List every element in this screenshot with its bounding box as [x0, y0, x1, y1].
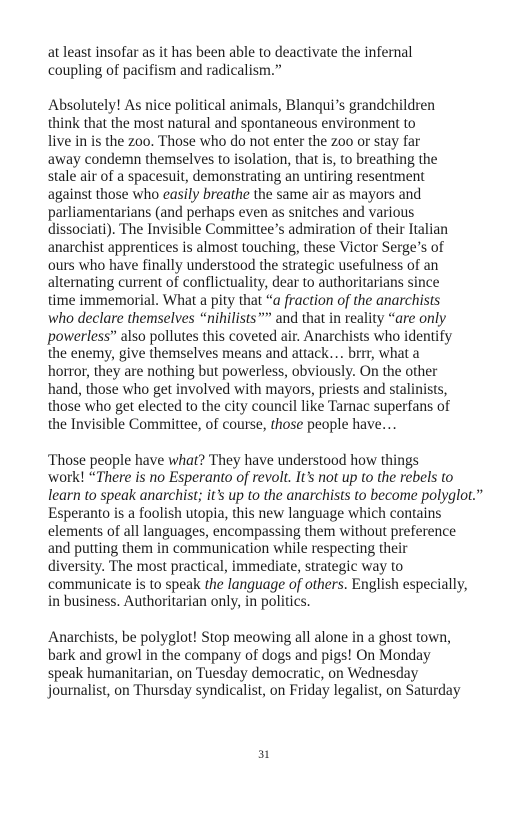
- text-run: at least insofar as it has been able to deactivate the infernal: [48, 44, 413, 61]
- text-line: [48, 558, 488, 576]
- text-line: [48, 62, 488, 80]
- text-run: time immemorial. What a pity that “: [48, 292, 273, 310]
- page-body: [48, 44, 488, 718]
- text-line: [48, 204, 488, 222]
- text-run: people have…: [303, 416, 398, 434]
- text-line: [48, 186, 488, 204]
- text-run: elements of all languages, encompassing them without preference: [48, 522, 457, 540]
- text-run: those who get elected to the city council like Tarnac superfans of: [48, 398, 450, 416]
- text-line: [48, 345, 488, 363]
- text-run: think that the most natural and spontaneous environment to: [48, 115, 416, 133]
- text-line: [48, 310, 488, 328]
- text-line: [48, 540, 488, 558]
- text-line: [48, 239, 488, 257]
- text-line: [48, 469, 488, 487]
- italic-text: are only: [395, 309, 446, 327]
- paragraph: [48, 452, 488, 611]
- text-line: [48, 487, 488, 505]
- text-line: [48, 416, 488, 434]
- italic-text: a fraction of the anarchists: [272, 292, 441, 310]
- text-line: [48, 398, 488, 416]
- paragraph: [48, 97, 488, 433]
- text-run: diversity. The most practical, immediate, strategic way to: [48, 557, 404, 575]
- text-run: against those who: [48, 185, 163, 203]
- text-line: [48, 292, 488, 310]
- italic-text: who declare themselves “nihilists”: [48, 309, 265, 327]
- text-line: [48, 647, 488, 665]
- text-line: [48, 97, 488, 115]
- italic-text: what: [168, 451, 199, 469]
- text-line: [48, 221, 488, 239]
- text-run: the same air as mayors and: [249, 185, 422, 203]
- text-line: [48, 328, 488, 346]
- text-line: [48, 576, 488, 594]
- text-run: away condemn themselves to isolation, that is, to breathing the: [48, 150, 438, 168]
- text-line: [48, 133, 488, 151]
- text-run: ” also pollutes this coveted air. Anarchists who identify: [110, 327, 453, 345]
- text-run: and putting them in communication while respecting their: [48, 540, 408, 558]
- text-line: [48, 363, 488, 381]
- italic-text: powerless: [48, 327, 110, 345]
- text-run: Those people have: [48, 451, 169, 469]
- text-run: journalist, on Thursday syndicalist, on Friday legalist, on Saturday: [48, 682, 461, 700]
- italic-text: There is no Esperanto of revolt. It’s not up to the rebels to: [95, 469, 454, 487]
- text-line: [48, 682, 488, 700]
- text-run: hand, those who get involved with mayors, priests and stalinists,: [48, 380, 448, 398]
- italic-text: learn to speak anarchist; it’s up to the anarchists to become polyglot.: [48, 487, 477, 505]
- paragraph: [48, 44, 488, 79]
- text-run: Esperanto is a foolish utopia, this new language which contains: [48, 504, 442, 522]
- text-run: ours who have finally understood the strategic usefulness of an: [48, 256, 439, 274]
- text-run: dissociati). The Invisible Committee’s admiration of their Italian: [48, 221, 449, 239]
- page-number: 31: [258, 749, 270, 761]
- text-line: [48, 505, 488, 523]
- text-run: stale air of a spacesuit, demonstrating an untiring resentment: [48, 168, 425, 186]
- text-run: ” and that in reality “: [264, 309, 396, 327]
- text-run: communicate is to speak: [48, 575, 205, 593]
- text-run: the Invisible Committee, of course,: [48, 416, 271, 434]
- text-run: . English especially,: [343, 575, 468, 593]
- text-run: bark and growl in the company of dogs and pigs! On Monday: [48, 646, 431, 664]
- text-run: Anarchists, be polyglot! Stop meowing all alone in a ghost town,: [48, 629, 451, 647]
- text-line: [48, 168, 488, 186]
- text-run: horror, they are nothing but powerless, obviously. On the other: [48, 362, 438, 380]
- text-run: anarchist apprentices is almost touching, these Victor Serge’s of: [48, 239, 444, 257]
- text-run: work! “: [48, 469, 96, 487]
- text-run: ”: [476, 487, 484, 505]
- text-run: coupling of pacifism and radicalism.”: [48, 61, 282, 79]
- text-line: [48, 523, 488, 541]
- text-line: [48, 452, 488, 470]
- text-run: alternating current of conflictuality, dear to authoritarians since: [48, 274, 440, 292]
- italic-text: those: [270, 416, 304, 434]
- text-line: [48, 274, 488, 292]
- text-run: live in is the zoo. Those who do not enter the zoo or stay far: [48, 132, 421, 150]
- text-line: [48, 257, 488, 275]
- text-run: Absolutely! As nice political animals, Blanqui’s grandchildren: [48, 97, 435, 115]
- text-run: the enemy, give themselves means and attack… brrr, what a: [48, 345, 420, 363]
- text-line: [48, 665, 488, 683]
- text-line: [48, 593, 488, 611]
- italic-text: easily breathe: [162, 185, 250, 203]
- text-line: [48, 381, 488, 399]
- text-line: [48, 629, 488, 647]
- text-line: [48, 151, 488, 169]
- text-run: in business. Authoritarian only, in politics.: [48, 593, 311, 611]
- text-line: [48, 44, 488, 62]
- text-run: speak humanitarian, on Tuesday democratic, on Wednesday: [48, 664, 419, 682]
- text-run: ? They have understood how things: [198, 451, 419, 469]
- text-run: parliamentarians (and perhaps even as snitches and various: [48, 203, 415, 221]
- paragraph: [48, 629, 488, 700]
- text-line: [48, 115, 488, 133]
- italic-text: the language of others: [204, 575, 344, 593]
